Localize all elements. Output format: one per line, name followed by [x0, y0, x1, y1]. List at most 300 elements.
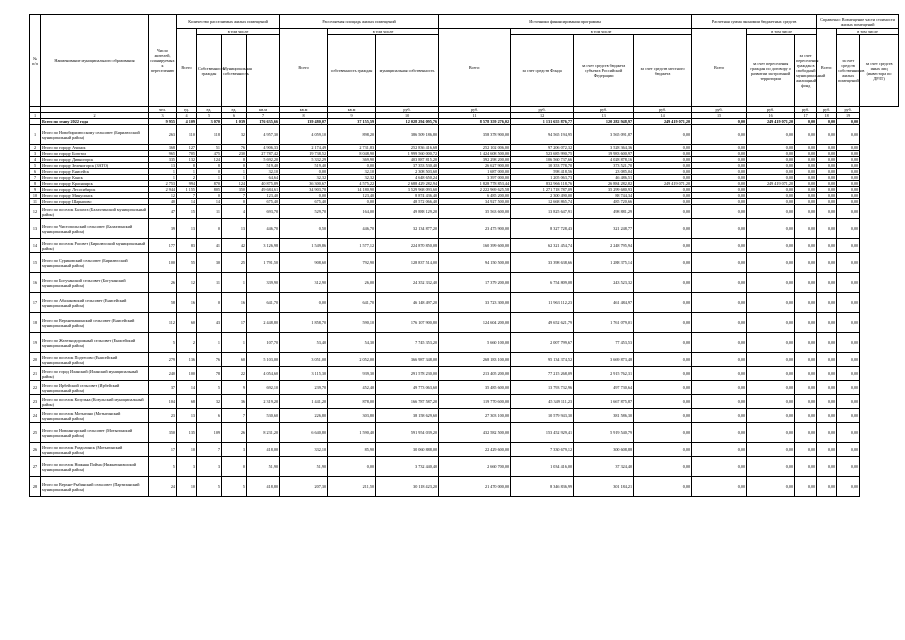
value-cell: 0,00 [837, 333, 860, 353]
row-name: Итого по Новобирилюсскому сельсовет (Бирилюсский муниципальный район) [41, 125, 149, 145]
value-cell: 0,00 [747, 443, 795, 457]
table-row [30, 239, 899, 253]
value-cell: 0,00 [817, 367, 837, 381]
value-cell: 2 731,83 [328, 145, 376, 151]
value-cell: 26 627 900,00 [439, 163, 511, 169]
value-cell: 898,20 [328, 125, 376, 145]
value-cell: 110 [177, 125, 197, 145]
value-cell: 432 582 500,00 [439, 423, 511, 443]
value-cell: 6 640,80 [280, 423, 328, 443]
row-number: 21 [30, 367, 41, 381]
value-cell: 0,00 [747, 219, 795, 239]
value-cell: 519,40 [247, 163, 280, 169]
row-number: 3 [30, 151, 41, 157]
value-cell: 16 [222, 293, 247, 313]
row-number: 27 [30, 457, 41, 477]
col-budget-b1: за счет переселения граждан по договору о развитии застроенной территории [747, 35, 795, 107]
value-cell: 0,00 [280, 293, 328, 313]
row-number: 22 [30, 381, 41, 395]
value-cell: 3 070 [197, 119, 222, 125]
table-row [30, 219, 899, 239]
value-cell: 124 [197, 157, 222, 163]
value-cell: 53,40 [280, 333, 328, 353]
value-cell: 523 685 990,75 [511, 151, 574, 157]
value-cell: 94 565 194,95 [511, 125, 574, 145]
value-cell: 32 134 877,20 [376, 219, 439, 239]
value-cell: 37 353 530,40 [376, 163, 439, 169]
unit-cell: руб. [692, 107, 747, 113]
value-cell: 40 [149, 199, 177, 205]
value-cell: 4 957,30 [247, 125, 280, 145]
value-cell: 13 793 732,96 [511, 381, 574, 395]
value-cell: 0,00 [747, 367, 795, 381]
value-cell: 88 744,34 [574, 193, 634, 199]
value-cell: 0,00 [747, 239, 795, 253]
value-cell: 27 303 100,00 [439, 409, 511, 423]
row-name: Итого по городу Лесосибирск [41, 187, 149, 193]
value-cell: 37 324,40 [574, 457, 634, 477]
row-number: 10 [30, 193, 41, 199]
value-cell: 119 770 600,00 [439, 395, 511, 409]
value-cell: 0,00 [817, 443, 837, 457]
value-cell: 641,70 [328, 293, 376, 313]
row-name: Итого по городу Дивногорск [41, 157, 149, 163]
value-cell: 33 398 638,66 [511, 253, 574, 273]
value-cell: 11 [197, 273, 222, 293]
value-cell: 0,00 [634, 193, 692, 199]
row-number: 20 [30, 353, 41, 367]
value-cell: 303,80 [328, 409, 376, 423]
value-cell: 0,00 [795, 205, 817, 219]
value-cell: 0,00 [692, 181, 747, 187]
value-cell: 17 379 200,00 [439, 273, 511, 293]
col-budget-total: Всего [692, 29, 747, 107]
row-number: 13 [30, 219, 41, 239]
unit-cell: кв.м [328, 107, 376, 113]
col-name: Наименование муниципального образования [41, 15, 149, 107]
value-cell: 403 887 815,20 [376, 157, 439, 163]
value-cell: 13 [222, 219, 247, 239]
value-cell: 34 927 500,00 [439, 199, 511, 205]
value-cell: 0,00 [747, 457, 795, 477]
value-cell: 0,00 [795, 151, 817, 157]
value-cell: 1 [149, 175, 177, 181]
value-cell: 176 107 900,80 [376, 313, 439, 333]
value-cell: 0,00 [692, 353, 747, 367]
value-cell: 0,00 [837, 193, 860, 199]
value-cell: 22 429 600,00 [439, 443, 511, 457]
value-cell: 0,00 [747, 193, 795, 199]
value-cell: 0,00 [795, 423, 817, 443]
row-name: Итого по городу Ачинск [41, 145, 149, 151]
value-cell: 34 903,70 [280, 187, 328, 193]
table-row [30, 477, 899, 497]
unit-cell: ед. [197, 107, 222, 113]
value-cell: 32,32 [328, 175, 376, 181]
value-cell: 76 [197, 353, 222, 367]
value-cell: 43 [197, 313, 222, 333]
value-cell: 3 051,00 [280, 353, 328, 367]
row-number: 1 [30, 125, 41, 145]
row-name: Итого по Верхне-Рыбинский сельсовет (Партизанский муниципальный район) [41, 477, 149, 497]
value-cell: 0,00 [692, 239, 747, 253]
index-cell: 17 [795, 113, 817, 119]
value-cell: 3 529 968 093,60 [376, 187, 439, 193]
resettlement-table [29, 14, 899, 497]
col-count-total: Всего [177, 29, 197, 107]
value-cell: 76 [222, 145, 247, 151]
value-cell: 160 399 600,00 [439, 239, 511, 253]
value-cell: 0,00 [837, 395, 860, 409]
row-number: 11 [30, 199, 41, 205]
value-cell: 1 271 718 787,09 [511, 187, 574, 193]
value-cell: 0,00 [634, 367, 692, 381]
value-cell: 12 [149, 193, 177, 199]
value-cell: 0 [222, 163, 247, 169]
value-cell: 4 906,33 [247, 145, 280, 151]
value-cell: 0,00 [837, 409, 860, 423]
row-name: Итого по городу Зеленогорск (ЗАТО) [41, 163, 149, 169]
value-cell: 97 206 072,32 [511, 145, 574, 151]
value-cell: 0,00 [280, 169, 328, 175]
col-ref-r1: за счет средств собственников жилых помещений [837, 35, 860, 107]
value-cell: 392 298 200,00 [439, 157, 511, 163]
unit-cell: ед. [222, 107, 247, 113]
value-cell: 1 687 000,00 [439, 169, 511, 175]
value-cell: 0,00 [795, 313, 817, 333]
value-cell: 0,00 [634, 409, 692, 423]
value-cell: 7 [177, 193, 197, 199]
value-cell: 0,00 [692, 157, 747, 163]
value-cell: 54,30 [328, 333, 376, 353]
value-cell: 418,80 [247, 477, 280, 497]
value-cell: 47 [149, 205, 177, 219]
value-cell: 46 486,51 [574, 175, 634, 181]
value-cell: 3 565 091,87 [574, 125, 634, 145]
value-cell: 0,00 [817, 175, 837, 181]
value-cell: 45 349 111,23 [511, 395, 574, 409]
col-budget-group: Расчетная сумма экономии бюджетных средств [692, 15, 817, 29]
value-cell: 9 955 [149, 119, 177, 125]
value-cell: 350 [222, 187, 247, 193]
value-cell: 32 [197, 395, 222, 409]
value-cell: 23 085,04 [574, 169, 634, 175]
value-cell: 692,10 [247, 381, 280, 395]
value-cell: 1 [222, 169, 247, 175]
value-cell: 4 [222, 205, 247, 219]
index-cell: 6 [222, 113, 247, 119]
value-cell: 0,00 [692, 443, 747, 457]
row-name: Итого по городу Шарыпово [41, 199, 149, 205]
value-cell: 0,00 [817, 205, 837, 219]
value-cell: 0,00 [817, 163, 837, 169]
index-cell: 16 [747, 113, 795, 119]
value-cell: 7 330 679,12 [511, 443, 574, 457]
value-cell: 675,40 [247, 199, 280, 205]
row-name: Итого по Чистопольский сельсовет (Балахтинский муниципальный район) [41, 219, 149, 239]
unit-cell: кв.м [280, 107, 328, 113]
value-cell: 0,00 [634, 151, 692, 157]
value-cell: 0,00 [328, 199, 376, 205]
index-cell: 11 [439, 113, 511, 119]
value-cell: 598 418,56 [511, 169, 574, 175]
value-cell: 153 452 929,41 [511, 423, 574, 443]
value-cell: 8 231,20 [247, 423, 280, 443]
table-row [30, 273, 899, 293]
value-cell: 0,00 [817, 169, 837, 175]
value-cell: 268 183 100,00 [439, 353, 511, 367]
value-cell: 4 054,60 [247, 367, 280, 381]
value-cell: 1 [149, 169, 177, 175]
value-cell: 368 [149, 145, 177, 151]
value-cell: 0,00 [634, 157, 692, 163]
value-cell: 0,00 [817, 119, 837, 125]
table-header [30, 15, 899, 107]
col-area-total: Всего [280, 29, 328, 107]
row-name: Итого по городу Красноярск [41, 181, 149, 187]
row-name: Итого по городу Минусинск [41, 193, 149, 199]
value-cell: 0,00 [634, 199, 692, 205]
value-cell: 2 915 762,31 [574, 367, 634, 381]
value-cell: 5 [197, 477, 222, 497]
value-cell: 0,00 [795, 457, 817, 477]
row-name: Итого по Железнодорожный сельсовет (Енисейский муниципальный район) [41, 333, 149, 353]
value-cell: 252 102 006,00 [439, 145, 511, 151]
row-name: Итого по поселок Рассвет (Бирилюсский муниципальный район) [41, 239, 149, 253]
value-cell: 0,00 [634, 205, 692, 219]
value-cell: 0,00 [817, 457, 837, 477]
col-count-mun: Муниципальная собственность [222, 35, 247, 107]
value-cell: 0,00 [817, 333, 837, 353]
value-cell: 0,00 [837, 457, 860, 477]
value-cell: 369,90 [328, 157, 376, 163]
value-cell: 0,00 [817, 219, 837, 239]
value-cell: 0,00 [837, 199, 860, 205]
value-cell: 55 [177, 253, 197, 273]
value-cell: 461 484,97 [574, 293, 634, 313]
value-cell: 2 248 795,94 [574, 239, 634, 253]
value-cell: 36 [222, 395, 247, 409]
value-cell: 908,60 [280, 253, 328, 273]
value-cell: 5 919 540,79 [574, 423, 634, 443]
value-cell: 37 155,59 [328, 119, 376, 125]
value-cell: 1 [222, 273, 247, 293]
value-cell: 0,00 [692, 175, 747, 181]
value-cell: 124 [222, 181, 247, 187]
value-cell: 24 [149, 477, 177, 497]
value-cell: 13 [149, 163, 177, 169]
value-cell: 0,00 [692, 205, 747, 219]
value-cell: 100 [149, 253, 177, 273]
value-cell: 16 [177, 293, 197, 313]
value-cell: 0,00 [795, 443, 817, 457]
value-cell: 226,80 [280, 409, 328, 423]
value-cell: 0,00 [817, 187, 837, 193]
value-cell: 0,00 [692, 395, 747, 409]
value-cell: 0,00 [692, 333, 747, 353]
value-cell: 164,00 [328, 205, 376, 219]
value-cell: 0,00 [837, 119, 860, 125]
row-name: Итого по Ирбейский сельсовет (Ирбейский муниципальный район) [41, 381, 149, 395]
value-cell: 21 470 000,00 [439, 477, 511, 497]
table-row [30, 313, 899, 333]
value-cell: 128 837 514,00 [376, 253, 439, 273]
col-fin-local: за счет средств местного бюджета [634, 35, 692, 107]
value-cell: 42 [222, 239, 247, 253]
value-cell: 207,30 [280, 477, 328, 497]
row-name: Итого по Верхнепашинский сельсовет (Енисейский муниципальный район) [41, 313, 149, 333]
value-cell: 6 485 200,00 [439, 193, 511, 199]
value-cell: 994 [177, 181, 197, 187]
col-fin-fund: за счет средств Фонда [511, 35, 574, 107]
value-cell: 30 [197, 253, 222, 273]
value-cell: 530,60 [247, 409, 280, 423]
value-cell: 177 [149, 239, 177, 253]
row-name: Итого по поселок Раздолинск (Мотыгинский муниципальный район) [41, 443, 149, 457]
col-reference-group: Справочно: Возмещение части стоимости жилых помещений [817, 15, 899, 29]
value-cell: 49 773 063,60 [376, 381, 439, 395]
col-residents: Число жителей, планируемых к переселению [149, 15, 177, 107]
value-cell: 0,00 [837, 219, 860, 239]
value-cell: 693,70 [247, 205, 280, 219]
value-cell: 498 881,29 [574, 205, 634, 219]
value-cell: 2 174,49 [280, 145, 328, 151]
value-cell: 3 [222, 443, 247, 457]
value-cell: 5 [149, 333, 177, 353]
value-cell: 2 660 700,00 [439, 457, 511, 477]
value-cell: 30 060 888,00 [376, 443, 439, 457]
value-cell: 14 180,90 [328, 187, 376, 193]
value-cell: 49 888 129,20 [376, 205, 439, 219]
value-cell: 11 963 112,23 [511, 293, 574, 313]
unit-cell: руб. [817, 107, 837, 113]
value-cell: 136 [177, 353, 197, 367]
value-cell: 939,30 [328, 367, 376, 381]
value-cell: 51,90 [280, 457, 328, 477]
value-cell: 176 635,66 [247, 119, 280, 125]
row-number: 16 [30, 273, 41, 293]
value-cell: 321 248,77 [574, 219, 634, 239]
unit-cell: руб. [634, 107, 692, 113]
value-cell: 1 791,50 [247, 253, 280, 273]
value-cell: 0,00 [795, 169, 817, 175]
value-cell: 1 424 608 500,00 [439, 151, 511, 157]
value-cell: 64,64 [247, 175, 280, 181]
unit-cell: руб. [574, 107, 634, 113]
value-cell: 1 858,70 [280, 313, 328, 333]
value-cell: 0,00 [795, 273, 817, 293]
value-cell: 0,00 [837, 239, 860, 253]
value-cell: 1 039 [222, 119, 247, 125]
value-cell: 249 419 071,20 [747, 119, 795, 125]
col-fin-subject: за счет средств бюджета субъекта Российской Федерации [574, 35, 634, 107]
value-cell: 62 321 454,74 [511, 239, 574, 253]
value-cell: 0,00 [795, 353, 817, 367]
value-cell: 1 [197, 175, 222, 181]
table-row [30, 381, 899, 395]
row-number: 12 [30, 205, 41, 219]
value-cell: 12 [177, 273, 197, 293]
value-cell: 8 578 359 276,02 [439, 119, 511, 125]
value-cell: 0,00 [634, 395, 692, 409]
col-area-group: Расселяемая площадь жилых помещений [280, 15, 439, 29]
value-cell: 335 [149, 157, 177, 163]
value-cell: 240 [149, 367, 177, 381]
value-cell: 446,70 [328, 219, 376, 239]
value-cell: 4 028 878,16 [574, 157, 634, 163]
value-cell: 0 [197, 193, 222, 199]
value-cell: 19 983 600,97 [574, 151, 634, 157]
value-cell: 35 485 600,00 [439, 381, 511, 395]
value-cell: 0,00 [328, 163, 376, 169]
value-cell: 3 [197, 457, 222, 477]
value-cell: 291 578 230,00 [376, 367, 439, 381]
value-cell: 475 [197, 151, 222, 157]
row-name: Итого по поселок Нижняя Пойма (Нижнеингашский муниципальный район) [41, 457, 149, 477]
value-cell: 0,00 [634, 145, 692, 151]
value-cell: 0,00 [747, 353, 795, 367]
value-cell: 0,00 [795, 145, 817, 151]
value-cell: 0,00 [328, 457, 376, 477]
value-cell: 0,00 [692, 273, 747, 293]
index-cell: 4 [177, 113, 197, 119]
index-cell: 2 [41, 113, 149, 119]
row-name: Итого по Богучанский сельсовет (Богучанский муниципальный район) [41, 273, 149, 293]
value-cell: 51 [197, 145, 222, 151]
col-count-incl: в том числе [197, 29, 280, 35]
value-cell: 7 [222, 193, 247, 199]
table-row [30, 409, 899, 423]
value-cell: 0,00 [795, 239, 817, 253]
value-cell: 0,00 [817, 253, 837, 273]
value-cell: 0,00 [634, 187, 692, 193]
value-cell: 224 870 850,08 [376, 239, 439, 253]
value-cell: 0,00 [817, 151, 837, 157]
value-cell: 0,00 [837, 381, 860, 395]
value-cell: 0,00 [837, 125, 860, 145]
index-cell: 7 [247, 113, 280, 119]
value-cell: 2 944 [149, 187, 177, 193]
value-cell: 0,00 [817, 381, 837, 395]
value-cell: 0,00 [747, 163, 795, 169]
value-cell: 41 [197, 239, 222, 253]
value-cell: 301 184,21 [574, 477, 634, 497]
value-cell: 0,00 [747, 199, 795, 205]
value-cell: 705 [177, 151, 197, 157]
value-cell: 0,00 [837, 353, 860, 367]
value-cell: 0,00 [692, 125, 747, 145]
value-cell: 0,00 [817, 125, 837, 145]
value-cell: 0,00 [837, 477, 860, 497]
value-cell: 8 [222, 157, 247, 163]
row-name: Итого по Новоангарский сельсовет (Мотыгинский муниципальный район) [41, 423, 149, 443]
col-budget-b2: за счет переселения граждан в свободный муниципальный жилищный фонд [795, 35, 817, 107]
col-no: № п/п [30, 15, 41, 107]
value-cell: 32,32 [280, 175, 328, 181]
value-cell: 107,70 [247, 333, 280, 353]
row-number: 19 [30, 333, 41, 353]
value-cell: 263 [149, 125, 177, 145]
value-cell: 118 [197, 125, 222, 145]
col-fin-total: Всего: [439, 29, 511, 107]
value-cell: 1 288 375,14 [574, 253, 634, 273]
value-cell: 27 787,42 [247, 151, 280, 157]
value-cell: 386 509 186,80 [376, 125, 439, 145]
index-cell: 3 [149, 113, 177, 119]
index-cell: 14 [634, 113, 692, 119]
value-cell: 0,00 [795, 395, 817, 409]
row-number: 15 [30, 253, 41, 273]
